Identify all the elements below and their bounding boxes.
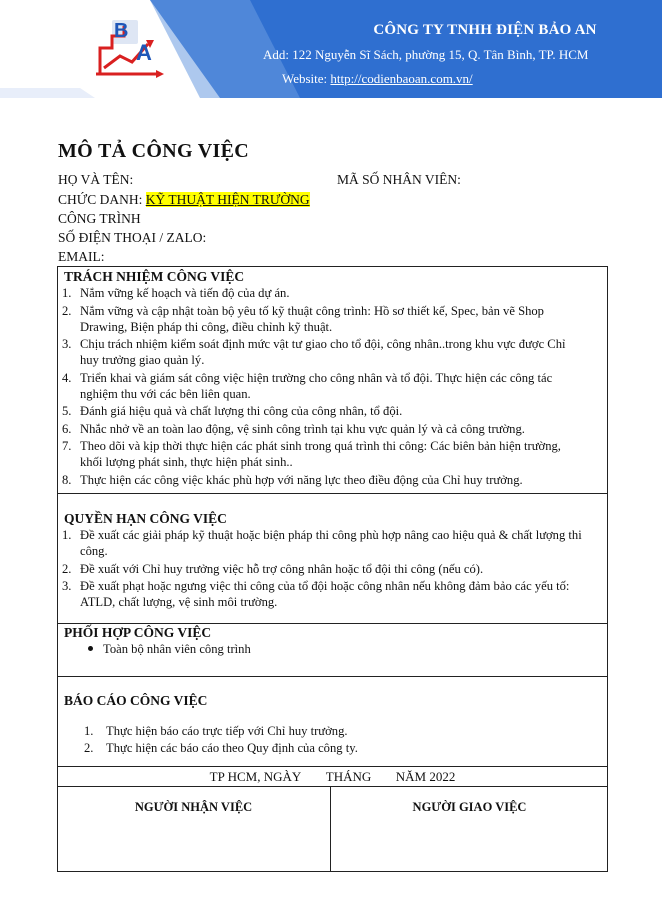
list-item: 3. Đề xuất phạt hoặc ngưng việc thi công của tổ đội hoặc công nhân nếu không đảm bảo các yếu tố: ATLD, chất lượng, vệ sinh môi trường. (62, 579, 570, 609)
receiver-signature-label: NGƯỜI NHẬN VIỆC (134, 800, 253, 814)
list-item: 2. Đề xuất với Chỉ huy trưởng việc hỗ trợ công nhân hoặc tổ đội thi công (nếu có). (62, 561, 484, 576)
list-item: 6. Nhắc nhở về an toàn lao động, vệ sinh công trình tại khu vực quản lý và cả công trường. (62, 421, 525, 436)
name-label: HỌ VÀ TÊN: (58, 172, 134, 187)
header-banner (0, 0, 662, 98)
phone-label: SỐ ĐIỆN THOẠI / ZALO: (58, 230, 207, 245)
authority-list (62, 527, 582, 612)
responsibilities-heading: TRÁCH NHIỆM CÔNG VIỆC (64, 269, 245, 284)
employee-id-label: MÃ SỐ NHÂN VIÊN: (337, 172, 461, 187)
company-logo (92, 14, 164, 78)
divider (57, 766, 608, 767)
list-item: 1. Nắm vững kế hoạch và tiến độ của dự án. (62, 286, 290, 300)
project-label: CÔNG TRÌNH (58, 211, 141, 226)
company-address: Add: 122 Nguyễn Sĩ Sách, phường 15, Q. Tân Bình, TP. HCM (263, 47, 589, 62)
date-year: NĂM 2022 (395, 769, 456, 784)
list-item: Toàn bộ nhân viên công trình (88, 642, 251, 657)
email-label: EMAIL: (58, 249, 105, 264)
website-link[interactable]: http://codienbaoan.com.vn/ (330, 71, 473, 86)
company-name: CÔNG TY TNHH ĐIỆN BẢO AN (373, 22, 597, 38)
reporting-heading: BÁO CÁO CÔNG VIỆC (64, 693, 208, 708)
coordination-heading: PHỐI HỢP CÔNG VIỆC (64, 625, 212, 640)
date-line (57, 769, 608, 785)
divider (57, 623, 608, 624)
list-item: 8. Thực hiện các công việc khác phù hợp với năng lực theo điều động của Chỉ huy trưởng. (62, 472, 523, 487)
position-field (58, 192, 310, 208)
divider (57, 786, 608, 787)
divider (57, 493, 608, 494)
assigner-signature-label: NGƯỜI GIAO VIỆC (412, 800, 527, 814)
responsibilities-list (62, 285, 582, 489)
list-item: 3. Chịu trách nhiệm kiểm soát định mức vật tư giao cho tổ đội, công nhân..trong khu vực được Chỉ huy trưởng giao quản lý. (62, 337, 566, 367)
list-item: 1. Thực hiện báo cáo trực tiếp với Chỉ huy trưởng. (84, 724, 348, 738)
logo-letter-a: A (136, 40, 152, 65)
list-item: 4. Triển khai và giám sát công việc hiện trường cho công nhân và tổ đội. Thực hiện các công tác nghiệm thu với các bên liên quan. (62, 370, 553, 401)
position-value: KỸ THUẬT HIỆN TRƯỜNG (145, 192, 310, 207)
signature-divider (330, 786, 331, 872)
date-place: TP HCM, NGÀY (209, 769, 302, 784)
logo-letter-b: B (114, 20, 129, 42)
authority-heading: QUYỀN HẠN CÔNG VIỆC (64, 511, 227, 526)
list-item: 1. Đề xuất các giải pháp kỹ thuật hoặc biện pháp thi công phù hợp nâng cao hiệu quả & chất lượng thi công. (62, 528, 582, 558)
list-item: 5. Đánh giá hiệu quả và chất lượng thi công của công nhân, tổ đội. (62, 404, 403, 418)
date-month: THÁNG (325, 769, 372, 784)
list-item: 2. Nắm vững và cập nhật toàn bộ yêu tố kỹ thuật công trình: Hồ sơ thiết kế, Spec, bản vẽ Shop Drawing, Biện pháp thi công, điều chỉnh kỹ thuật. (62, 303, 544, 334)
list-item: 7. Theo dõi và kịp thời thực hiện các phát sinh trong quá trình thi công: Các biên bản hiện trường, khối lượng phát sinh, thực hiện phát sinh.. (62, 439, 561, 469)
reporting-list (84, 723, 584, 757)
divider (57, 676, 608, 677)
bullet-icon (88, 646, 93, 651)
page-title: MÔ TẢ CÔNG VIỆC (58, 140, 250, 162)
list-item: 2. Thực hiện các báo cáo theo Quy định của công ty. (84, 741, 358, 755)
position-label: CHỨC DANH: (58, 192, 146, 207)
company-website (282, 71, 473, 87)
website-label: Website: (282, 71, 331, 86)
